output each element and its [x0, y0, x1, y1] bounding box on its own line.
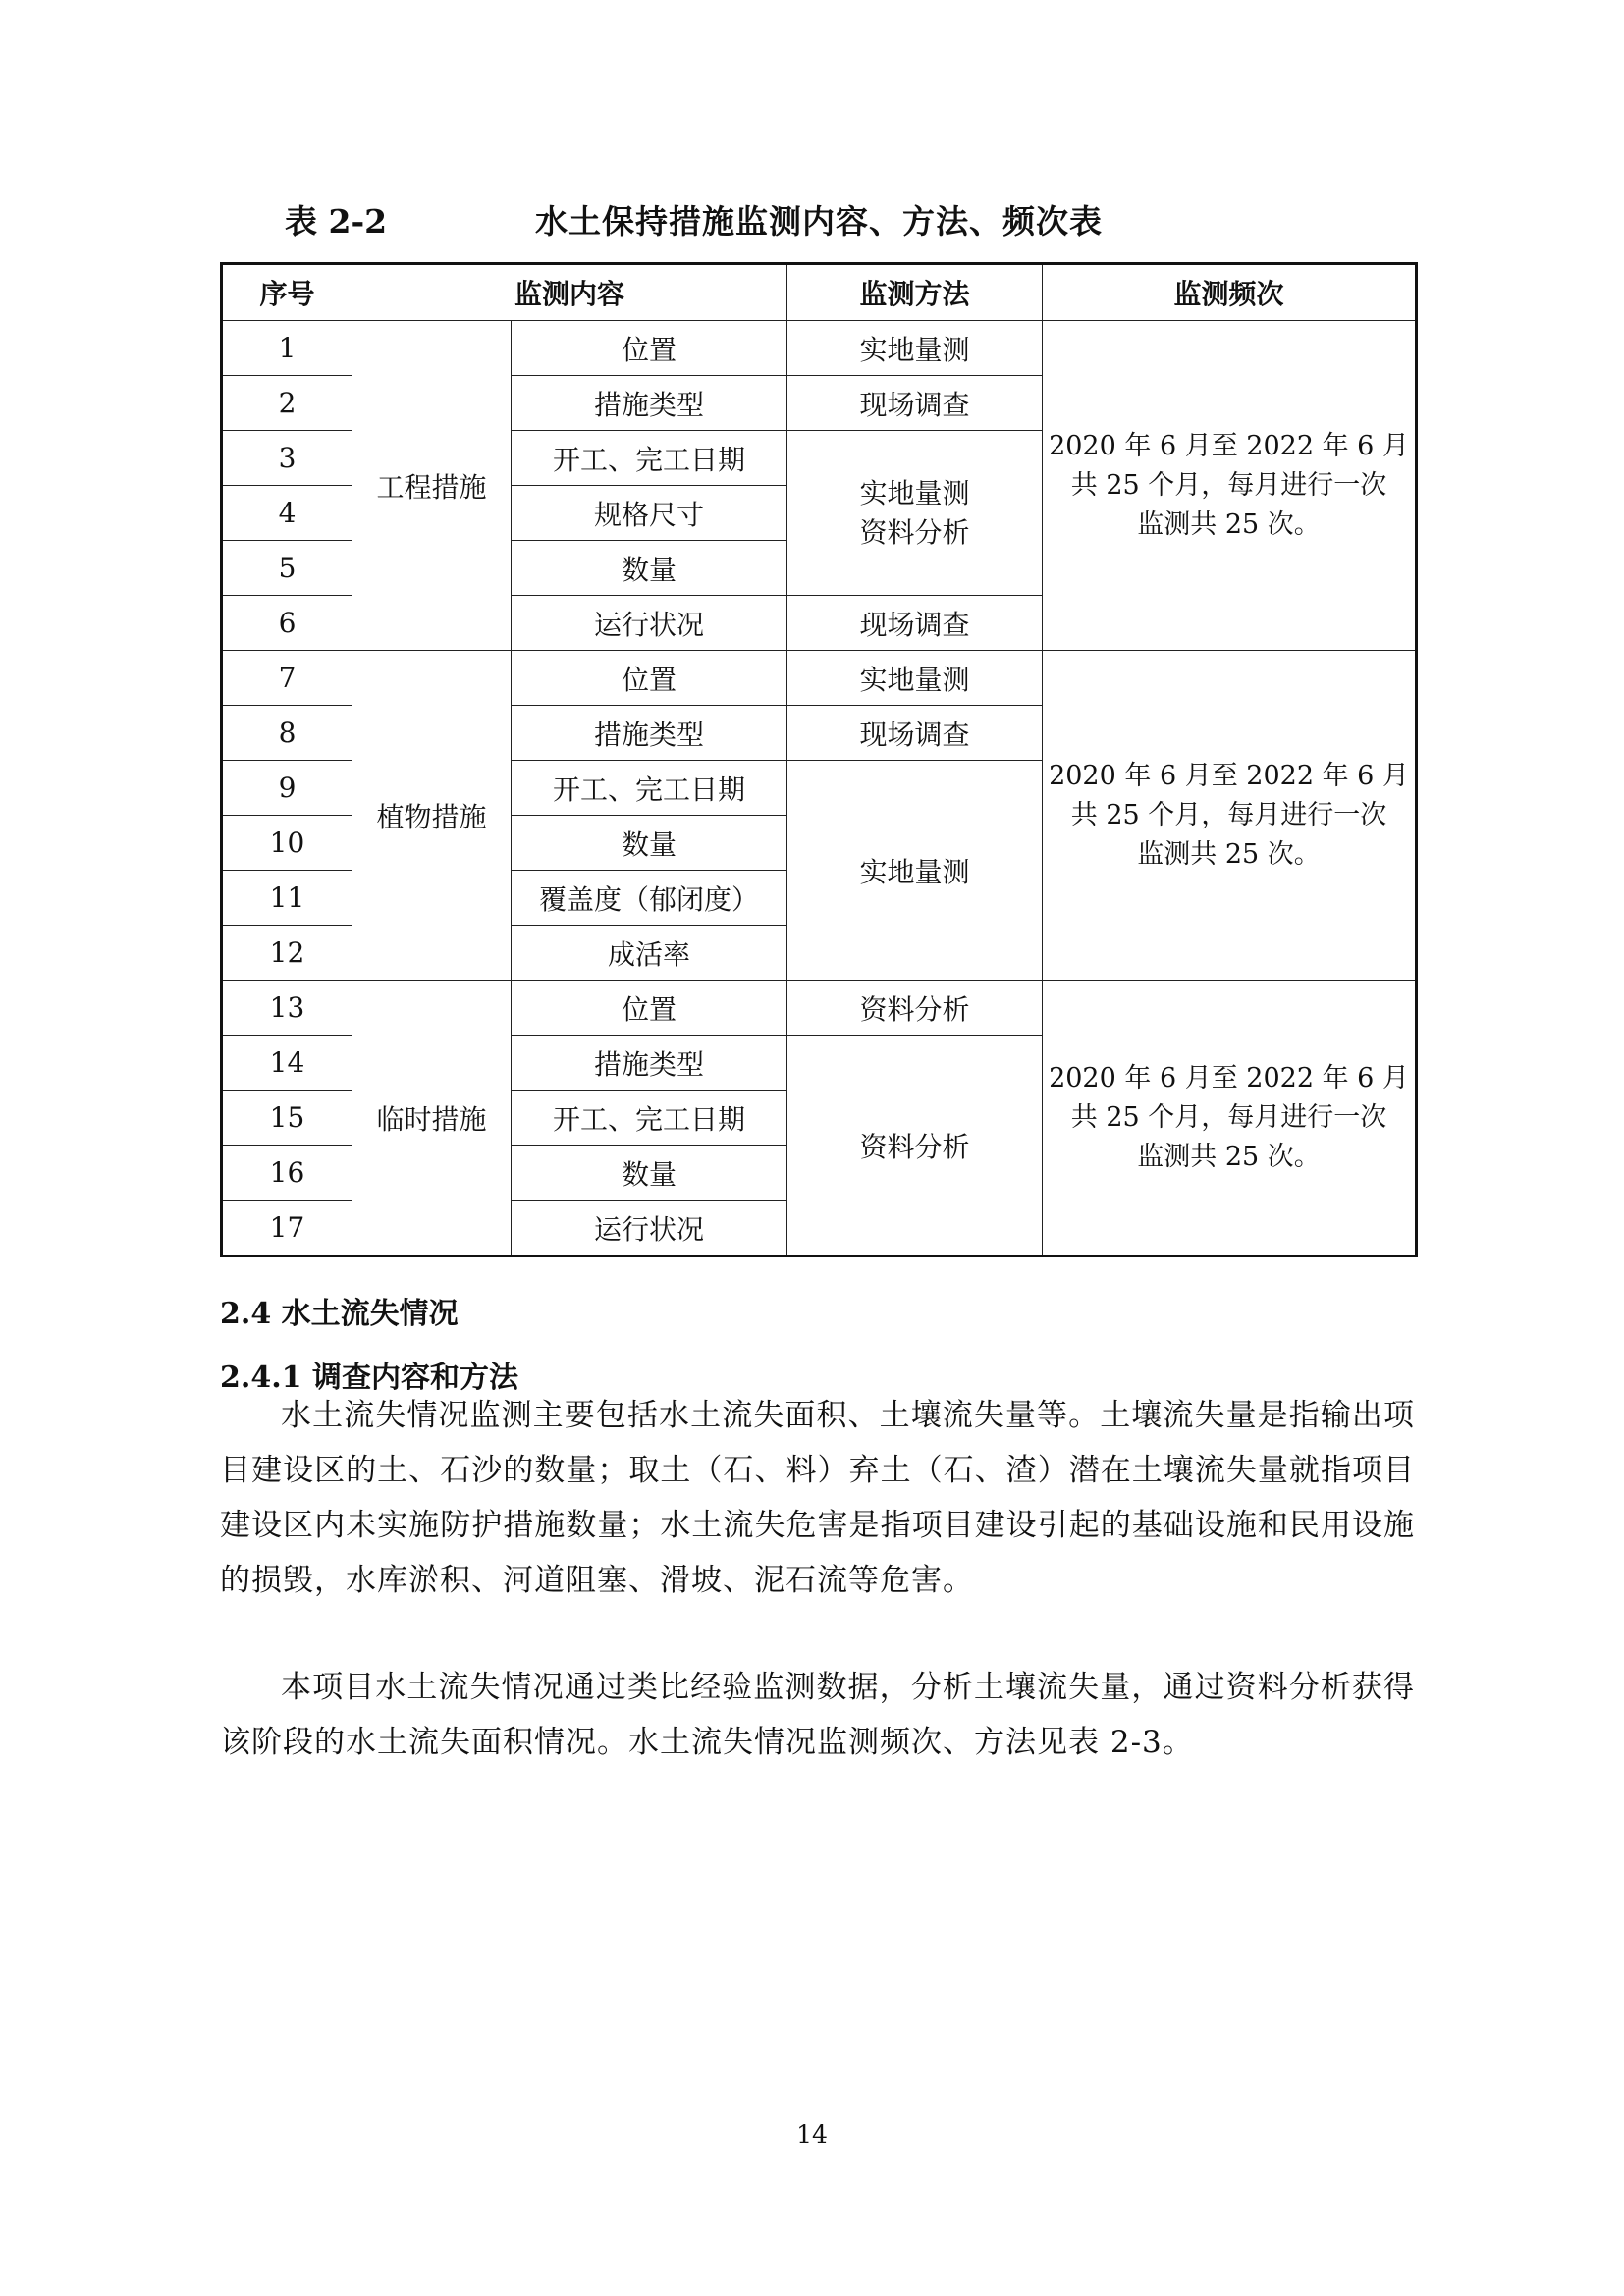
row-number: 15 [222, 1091, 352, 1146]
frequency-line: 监测共 25 次。 [1137, 838, 1321, 870]
row-number: 8 [222, 706, 352, 761]
content-cell: 数量 [512, 541, 787, 596]
row-number: 12 [222, 926, 352, 981]
method-cell: 资料分析 [787, 981, 1043, 1036]
row-number: 2 [222, 376, 352, 431]
frequency-line: 共 25 个月，每月进行一次 [1070, 469, 1387, 501]
method-cell: 实地量测 [787, 761, 1043, 981]
content-cell: 位置 [512, 981, 787, 1036]
frequency-line: 共 25 个月，每月进行一次 [1070, 799, 1387, 830]
content-cell: 规格尺寸 [512, 486, 787, 541]
content-cell: 措施类型 [512, 376, 787, 431]
category-cell: 临时措施 [352, 981, 512, 1256]
method-cell: 实地量测 [787, 651, 1043, 706]
method-cell [787, 431, 1043, 596]
method-cell: 资料分析 [787, 1036, 1043, 1256]
row-number: 9 [222, 761, 352, 816]
frequency-cell [1043, 981, 1417, 1256]
table-row [222, 321, 1417, 376]
row-number: 10 [222, 816, 352, 871]
header-method: 监测方法 [787, 264, 1043, 321]
method-cell: 现场调查 [787, 706, 1043, 761]
method-line: 实地量测 [859, 476, 970, 509]
content-cell: 运行状况 [512, 1201, 787, 1256]
row-number: 5 [222, 541, 352, 596]
method-cell: 实地量测 [787, 321, 1043, 376]
method-line: 资料分析 [859, 515, 970, 549]
content-cell: 位置 [512, 651, 787, 706]
content-cell: 运行状况 [512, 596, 787, 651]
header-serial: 序号 [222, 264, 352, 321]
content-cell: 数量 [512, 1146, 787, 1201]
table-header-row [222, 264, 1417, 321]
content-cell: 措施类型 [512, 706, 787, 761]
row-number: 1 [222, 321, 352, 376]
row-number: 4 [222, 486, 352, 541]
row-number: 16 [222, 1146, 352, 1201]
section-heading: 2.4 水土流失情况 [220, 1297, 459, 1331]
method-cell: 现场调查 [787, 596, 1043, 651]
table-row [222, 651, 1417, 706]
row-number: 13 [222, 981, 352, 1036]
content-cell: 开工、完工日期 [512, 1091, 787, 1146]
page-number: 14 [796, 2120, 828, 2149]
row-number: 11 [222, 871, 352, 926]
header-content: 监测内容 [352, 264, 787, 321]
frequency-line: 监测共 25 次。 [1137, 1141, 1321, 1172]
content-cell: 措施类型 [512, 1036, 787, 1091]
frequency-line: 共 25 个月，每月进行一次 [1070, 1101, 1387, 1133]
frequency-line: 2020 年 6 月至 2022 年 6 月 [1049, 430, 1409, 461]
table-caption-title: 水土保持措施监测内容、方法、频次表 [535, 202, 1103, 240]
content-cell: 开工、完工日期 [512, 431, 787, 486]
body-paragraph: 水土流失情况监测主要包括水土流失面积、土壤流失量等。土壤流失量是指输出项目建设区的土、石沙的数量；取土（石、料）弃土（石、渣）潜在土壤流失量就指项目建设区内未实施防护措施数量；水土流失危害是指项目建设引起的基础设施和民用设施的损毁，水库淤积、河道阻塞、滑坡、泥石流等危害。 [220, 1398, 1415, 1598]
table-caption-number: 表 2-2 [285, 202, 388, 240]
row-number: 17 [222, 1201, 352, 1256]
frequency-cell [1043, 651, 1417, 981]
row-number: 14 [222, 1036, 352, 1091]
header-frequency: 监测频次 [1043, 264, 1417, 321]
category-cell: 植物措施 [352, 651, 512, 981]
body-paragraph: 本项目水土流失情况通过类比经验监测数据，分析土壤流失量，通过资料分析获得该阶段的水土流失面积情况。水土流失情况监测频次、方法见表 2-3。 [220, 1670, 1415, 1760]
row-number: 3 [222, 431, 352, 486]
content-cell: 成活率 [512, 926, 787, 981]
subsection-heading: 2.4.1 调查内容和方法 [220, 1361, 518, 1395]
frequency-cell [1043, 321, 1417, 651]
monitoring-table [220, 262, 1418, 1257]
row-number: 7 [222, 651, 352, 706]
row-number: 6 [222, 596, 352, 651]
method-cell: 现场调查 [787, 376, 1043, 431]
content-cell: 位置 [512, 321, 787, 376]
content-cell: 覆盖度（郁闭度） [512, 871, 787, 926]
category-cell: 工程措施 [352, 321, 512, 651]
frequency-line: 2020 年 6 月至 2022 年 6 月 [1049, 1062, 1409, 1094]
table-row [222, 981, 1417, 1036]
content-cell: 数量 [512, 816, 787, 871]
frequency-line: 监测共 25 次。 [1137, 508, 1321, 540]
content-cell: 开工、完工日期 [512, 761, 787, 816]
frequency-line: 2020 年 6 月至 2022 年 6 月 [1049, 760, 1409, 791]
